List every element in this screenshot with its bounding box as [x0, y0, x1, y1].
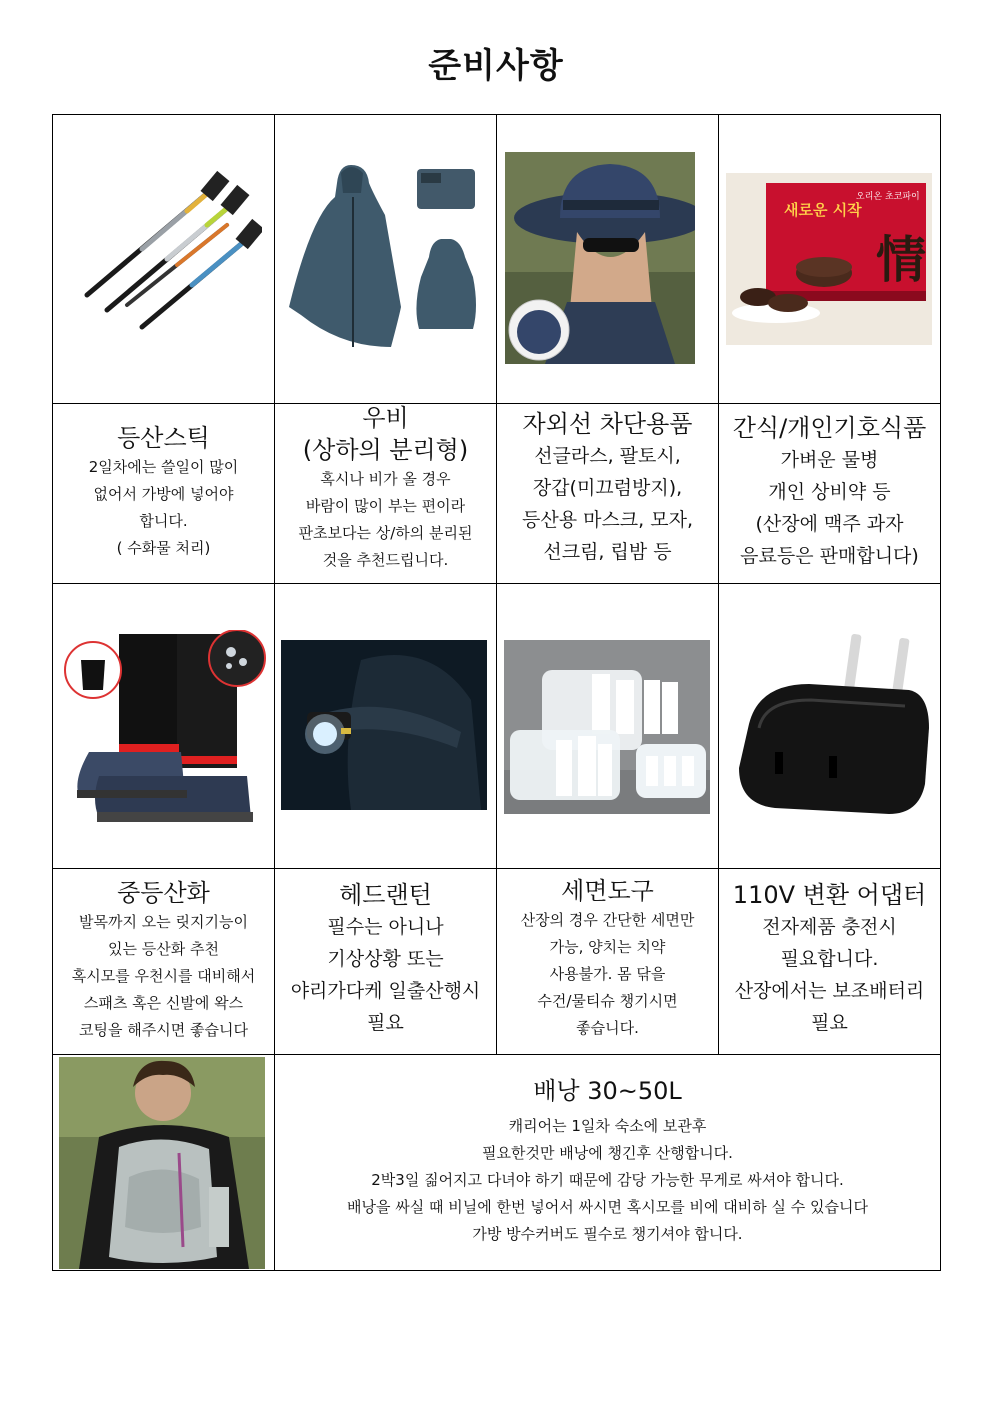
page-title: 준비사항	[428, 46, 564, 86]
image-cell-trekking-poles	[53, 115, 275, 404]
item-desc-line: 필요	[811, 1012, 848, 1034]
item-desc-line: 혹시모를 우천시를 대비해서	[71, 967, 256, 985]
item-title: 배낭 30~50L	[533, 1077, 682, 1105]
item-desc-line: 음료등은 판매합니다)	[740, 545, 919, 567]
item-title: 세면도구	[561, 877, 654, 905]
item-desc-line: (산장에 맥주 과자	[755, 513, 904, 535]
backpack-image	[59, 1057, 265, 1269]
item-desc-line: 좋습니다.	[576, 1019, 639, 1037]
item-desc-line: 합니다.	[139, 512, 188, 530]
item-desc-line: 산장에서는 보조배터리	[734, 980, 925, 1002]
boots-gaiters-image	[59, 630, 271, 826]
chocopie-char: 情	[876, 230, 926, 289]
image-cell-toiletries	[497, 584, 719, 869]
item-desc-line: 혹시나 비가 올 경우	[320, 470, 451, 488]
chocopie-image	[726, 173, 932, 345]
image-cell-sun-hat	[497, 115, 719, 404]
item-uv-protection	[497, 404, 719, 584]
chocopie-brand: 오리온 초코파이	[856, 192, 920, 202]
item-desc-line: 기상상황 또는	[327, 948, 444, 970]
item-desc-line: 가능, 양치는 치약	[549, 938, 666, 956]
headlamp-image	[281, 640, 487, 810]
item-desc-line: 전자제품 충전시	[762, 916, 897, 938]
item-raincoat	[275, 404, 497, 584]
item-hiking-boots	[53, 869, 275, 1055]
image-cell-adapter	[719, 584, 941, 869]
item-title: 우비	[362, 404, 409, 432]
image-cell-backpack	[53, 1055, 275, 1271]
item-desc-line: 필수는 아니나	[327, 916, 444, 938]
item-snacks	[719, 404, 941, 584]
item-title: 간식/개인기호식품	[732, 414, 927, 442]
power-adapter-image	[729, 628, 933, 828]
item-desc-line: 발목까지 오는 릿지기능이	[79, 913, 248, 931]
item-desc-line: 필요합니다.	[780, 948, 879, 970]
item-desc-line: ( 수화물 처리)	[116, 539, 211, 557]
item-headlamp	[275, 869, 497, 1055]
toiletries-image	[504, 640, 710, 814]
item-desc-line: 없어서 가방에 넣어야	[93, 485, 234, 503]
item-title: 헤드랜턴	[339, 881, 432, 909]
item-desc-line: 배낭을 싸실 때 비닐에 한번 넣어서 싸시면 혹시모를 비에 대비하 실 수 있습니다	[347, 1198, 868, 1216]
item-title: 중등산화	[117, 879, 210, 907]
item-desc-line: 사용불가. 몸 닦을	[549, 965, 666, 983]
item-desc-line: 캐리어는 1일차 숙소에 보관후	[508, 1117, 707, 1135]
item-adapter	[719, 869, 941, 1055]
item-desc-line: 2일차에는 쓸일이 많이	[88, 458, 239, 476]
item-backpack	[275, 1055, 941, 1271]
item-desc-line: 필요한것만 배낭에 챙긴후 산행합니다.	[482, 1144, 733, 1162]
item-desc-line: 선크림, 립밤 등	[543, 541, 672, 563]
item-desc-line: 장갑(미끄럼방지),	[532, 477, 683, 499]
item-desc-line: 야리가다케 일출산행시	[290, 980, 481, 1002]
item-trekking-poles	[53, 404, 275, 584]
item-desc-line: 바람이 많이 부는 편이라	[305, 497, 466, 515]
image-cell-headlamp	[275, 584, 497, 869]
item-title: 110V 변환 어댑터	[732, 881, 927, 909]
image-cell-chocopie	[719, 115, 941, 404]
trekking-poles-image	[67, 155, 262, 340]
sun-hat-image	[505, 152, 695, 364]
item-desc-line: 있는 등산화 추천	[108, 940, 219, 958]
item-desc-line: 가벼운 물병	[780, 449, 879, 471]
item-desc-line: 2박3일 짊어지고 다녀야 하기 때문에 감당 가능한 무게로 싸셔야 합니다.	[371, 1171, 844, 1189]
item-desc-line: 개인 상비약 등	[768, 481, 891, 503]
item-subtitle: (상하의 분리형)	[302, 436, 469, 464]
item-title: 자외선 차단용품	[522, 410, 693, 438]
item-title: 등산스틱	[117, 424, 210, 452]
item-toiletries	[497, 869, 719, 1055]
item-desc-line: 판초보다는 상/하의 분리된	[298, 524, 473, 542]
chocopie-slogan: 새로운 시작	[784, 201, 862, 219]
item-desc-line: 선글라스, 팔토시,	[534, 445, 681, 467]
item-desc-line: 필요	[367, 1012, 404, 1034]
item-desc-line: 것을 추천드립니다.	[322, 551, 449, 569]
image-cell-raincoat	[275, 115, 497, 404]
image-cell-boots	[53, 584, 275, 869]
item-desc-line: 산장의 경우 간단한 세면만	[520, 911, 695, 929]
item-desc-line: 등산용 마스크, 모자,	[522, 509, 693, 531]
item-desc-line: 가방 방수커버도 필수로 챙기셔야 합니다.	[472, 1225, 743, 1243]
item-desc-line: 스패츠 혹은 신발에 왁스	[83, 994, 244, 1012]
item-desc-line: 수건/물티슈 챙기시면	[537, 992, 678, 1010]
item-desc-line: 코팅을 해주시면 좋습니다	[79, 1021, 248, 1039]
preparation-table	[52, 114, 941, 1271]
raincoat-image	[281, 157, 491, 357]
